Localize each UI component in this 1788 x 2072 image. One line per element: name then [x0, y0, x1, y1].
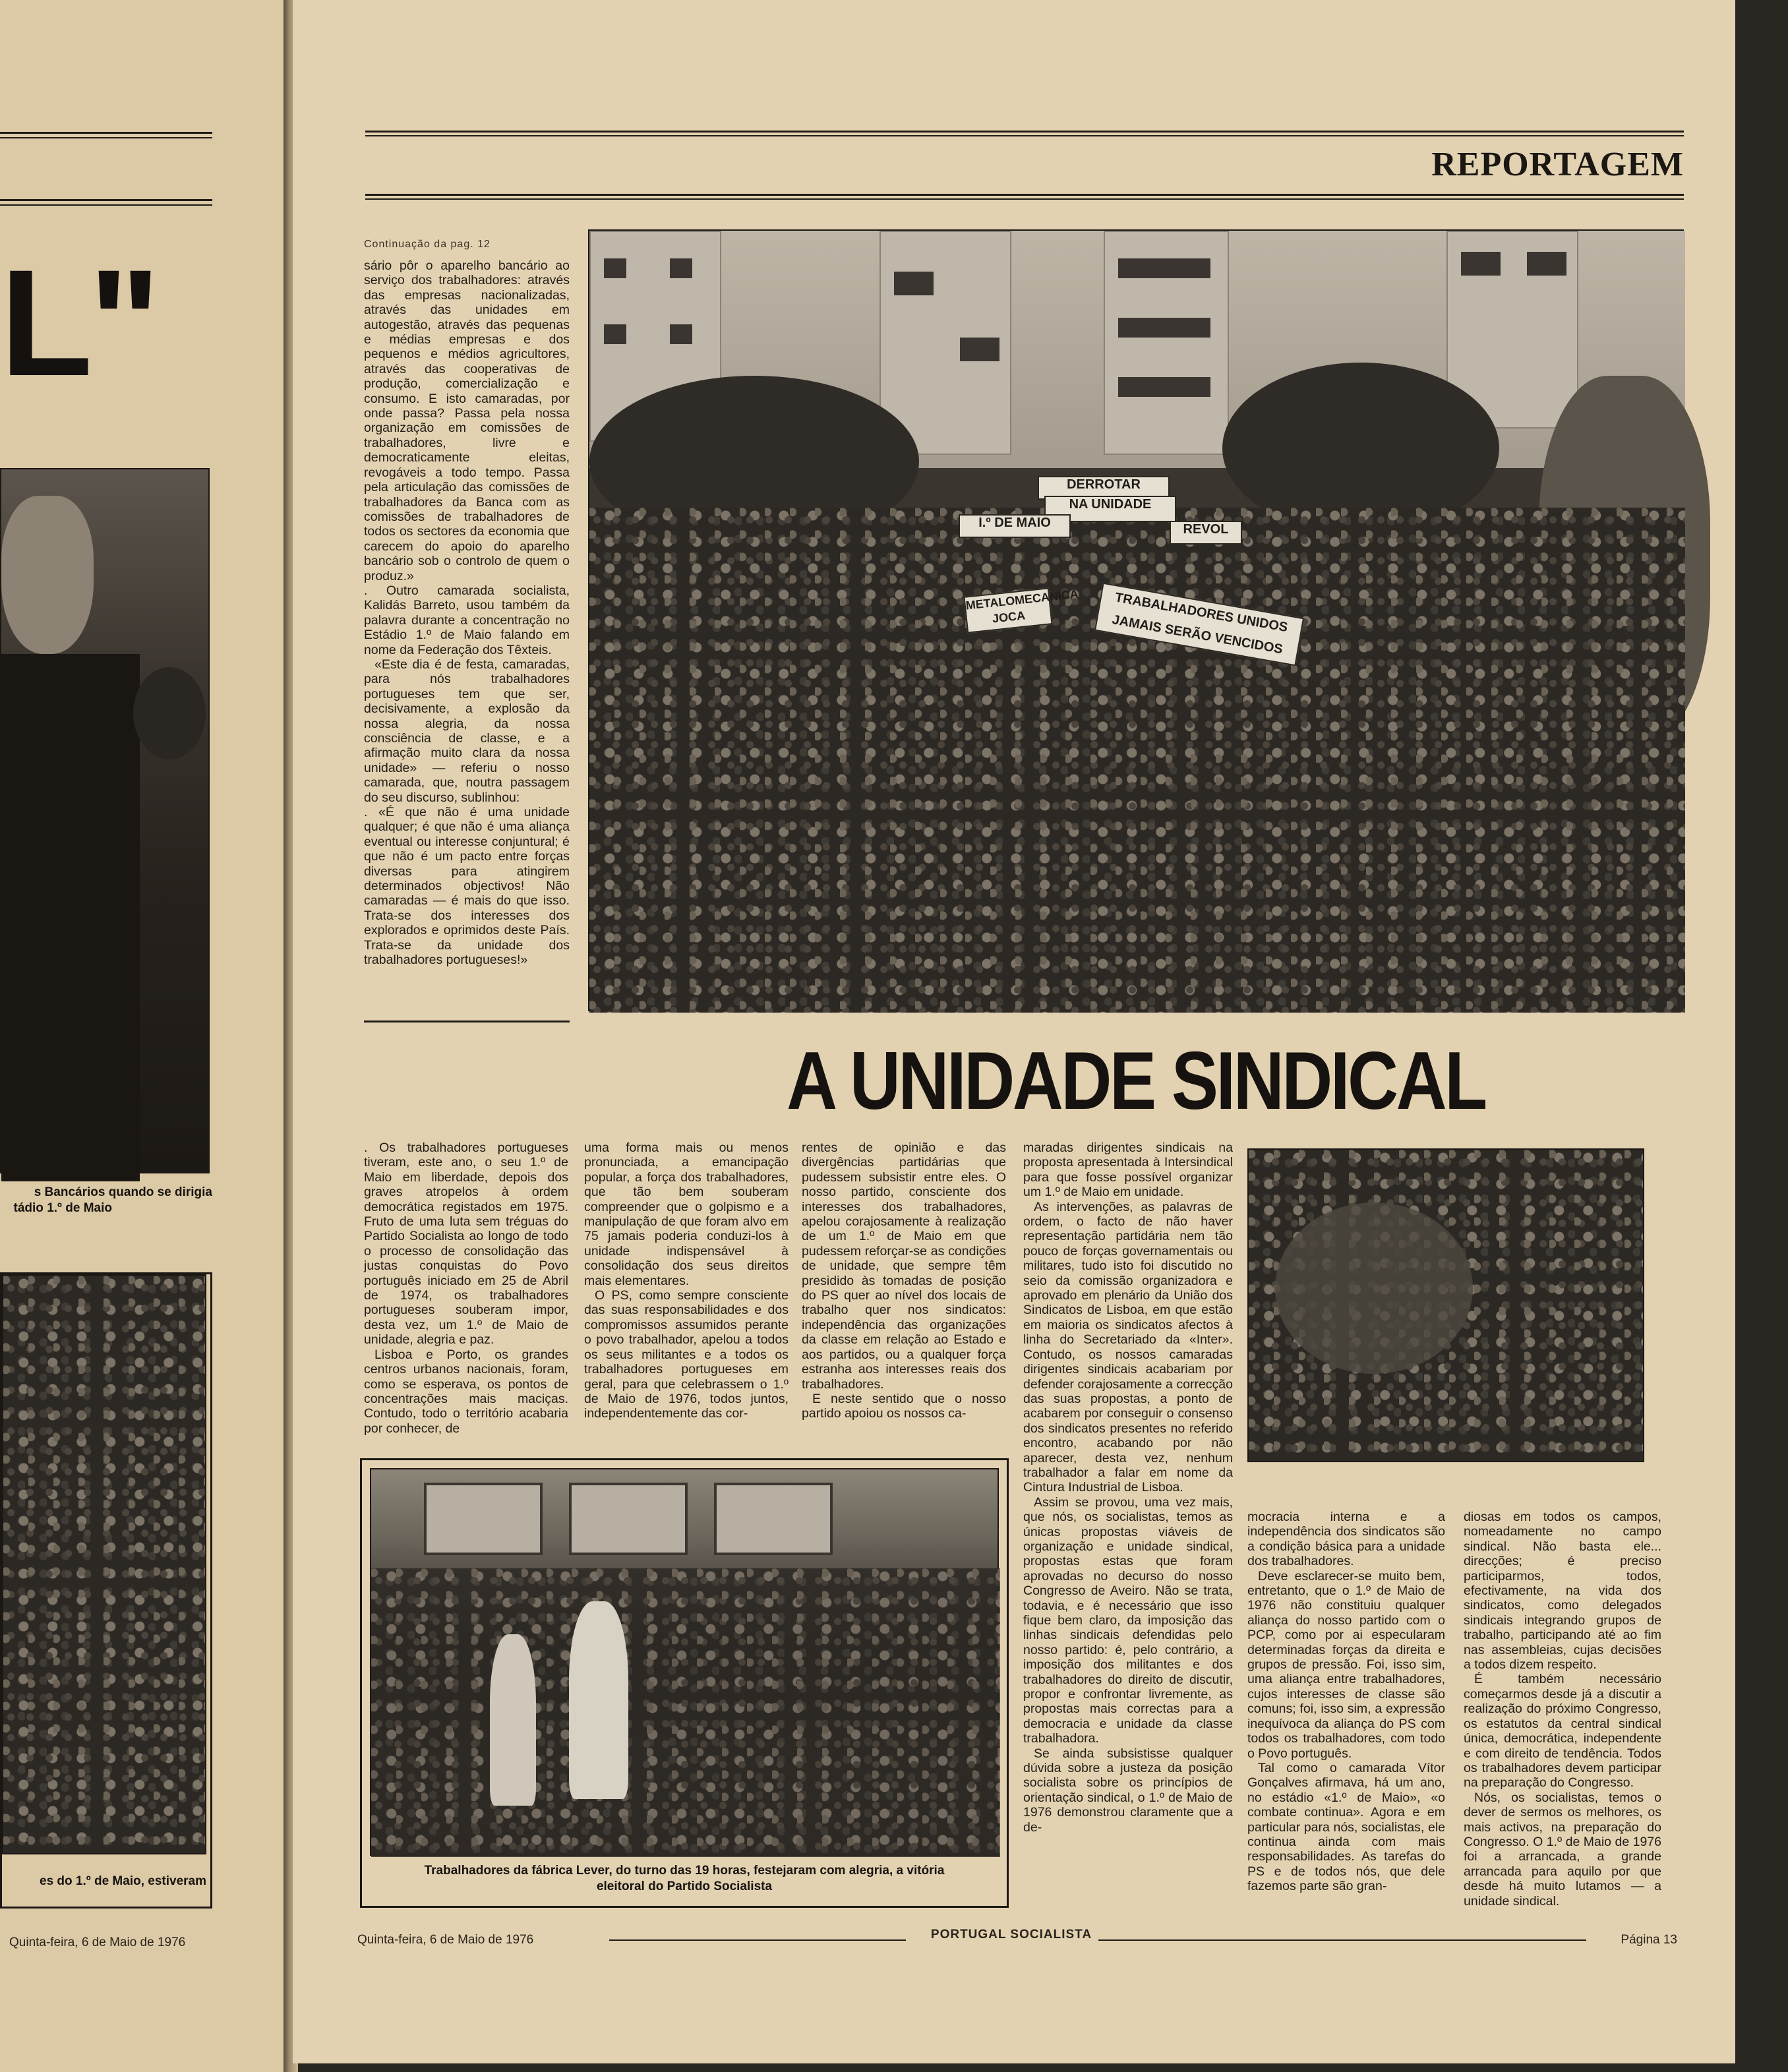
window [960, 338, 999, 361]
header-rule [365, 194, 1684, 196]
window [424, 1483, 543, 1555]
paragraph: Lisboa e Porto, os grandes centros urbanos nacionais, foram, como se esperava, os pontos de concentrações mais maciças. Contudo, todo o território acabaria por conhecer, de [364, 1347, 568, 1436]
building [1104, 231, 1229, 455]
left-bottom-caption: es do 1.º de Maio, estiveram [40, 1874, 206, 1888]
banner: METALOMECANICA JOCA [963, 587, 1052, 633]
window [894, 272, 934, 295]
paragraph: E neste sentido que o nosso partido apoiou os nossos ca- [802, 1391, 1006, 1421]
header-rule [365, 135, 1684, 136]
article-column-3 [802, 1140, 1006, 1421]
paragraph: O PS, como sempre consciente das suas responsabilidades e dos compromissos assumidos perante o povo trabalhador, apelou a todos os seus militantes e a todos os trabalhadores portugueses em geral, para que celebrassem o 1.º de Maio de 1976, todos juntos, independentemente das cor- [584, 1288, 789, 1421]
paragraph: É também necessário começarmos desde já a discutir a realização do próximo Congresso, os estatutos da central sindical única, democrática, independente e com direito de tendência. Todos os trabalhadores devem participar na preparação do Congresso. [1464, 1672, 1661, 1791]
left-page [0, 0, 290, 2072]
tree-shape [1275, 1202, 1473, 1374]
left-caption-line-1: s Bancários quando se dirigia [34, 1185, 212, 1199]
paragraph: Se ainda subsistisse qualquer dúvida sobre a justeza da posição socialista sobre os princípios de orientação sindical, o 1.º de Maio de 1976 demonstrou claramente que a de- [1023, 1746, 1233, 1835]
rule [0, 132, 212, 134]
paragraph: . «É que não é uma unidade qualquer; é que não é uma aliança eventual ou interesse conjuntural; é que não é um pacto entre forças diversas para atingirem determinados objectivos! Não camaradas — é mais do que isso. Trata-se dos interesses dos explorados e oprimidos deste País. Trata-se da unidade dos trabalhadores portugueses!» [364, 805, 570, 968]
article-column-5 [1247, 1510, 1445, 1894]
footer-rule [609, 1939, 906, 1941]
paragraph: . Os trabalhadores portugueses tiveram, este ano, o seu 1.º de Maio em liberdade, depois dos graves atropelos à ordem democrática registados em 1975. Fruto de uma luta sem tréguas do Partido Socialista ao longo de todo o processo de consolidação das justas conquistas do Povo português iniciado em 25 de Abril de 1974, os trabalhadores portugueses souberam impor, desta vez, um 1.º de Maio de unidade, alegria e paz. [364, 1140, 568, 1347]
article-column-1 [364, 1140, 568, 1436]
paragraph: diosas em todos os campos, nomeadamente no campo sindical. Não basta ele... direcções; é preciso participarmos, todos, efectivamente, na vida dos sindicatos, como delegados sindicais integrando grupos de trabalho, participando até ao fim nas assembleias, cujas decisões a todos dizem respeito. [1464, 1510, 1661, 1672]
window [1461, 252, 1501, 276]
window [604, 258, 626, 278]
footer-rule [1098, 1939, 1586, 1941]
banner: NA UNIDADE [1044, 496, 1176, 522]
left-photo-frame [0, 1272, 212, 1909]
banner: DERROTAR [1038, 476, 1170, 500]
article-column-2 [584, 1140, 789, 1421]
page-number: Página 13 [1621, 1933, 1677, 1947]
lever-workers-photo [370, 1468, 999, 1856]
main-rally-photo [588, 229, 1684, 1011]
rule [0, 137, 212, 138]
left-footer-date: Quinta-feira, 6 de Maio de 1976 [9, 1936, 186, 1949]
rule [0, 199, 212, 201]
banner: REVOL [1170, 521, 1242, 545]
window [1527, 252, 1566, 276]
paragraph: mocracia interna e a independência dos sindicatos são a condição básica para a unidade dos trabalhadores. [1247, 1510, 1445, 1569]
photo-caption-line-2: eleitoral do Partido Socialista [596, 1880, 773, 1893]
window [714, 1483, 833, 1555]
crowd-area [589, 508, 1685, 1013]
header-rule [365, 198, 1684, 200]
article-column-6 [1464, 1510, 1661, 1909]
speaker-photo [0, 468, 210, 1173]
window [1118, 258, 1210, 278]
banner: TRABALHADORES UNIDOS JAMAIS SERÃO VENCIDOS [1094, 583, 1304, 666]
workers-group [371, 1568, 1000, 1857]
white-coat-figure [490, 1634, 536, 1806]
paragraph: uma forma mais ou menos pronunciada, a emancipação popular, a força dos trabalhadores, que tão bem souberam compreender que o golpismo e a manipulação de que foram alvo em 75 jamais poderia conduzi-los à unidade indispensável à consolidação dos seus direitos mais elementares. [584, 1140, 789, 1288]
window [1118, 377, 1210, 397]
paragraph: rentes de opinião e das divergências partidárias que pudessem subsistir entre eles. O nosso partido, consciente dos interesses dos trabalhadores, apelou corajosamente à realização de um 1.º de Maio em que pudessem reforçar-se as condições de unidade, que sempre têm presidido às tomadas de posição do PS quer ao nível dos locais de trabalho quer nos sindicatos: independência das organizações da classe em relação ao Estado e aos partidos, ou a qualquer força estranha aos interesses reais dos trabalhadores. [802, 1140, 1006, 1392]
left-crowd-photo [2, 1274, 206, 1854]
paragraph: «Este dia é de festa, camaradas, para nós trabalhadores portugueses tem que ser, decisivamente, a explosão da nossa alegria, da nossa consciência de classe, e a afirmação muito clara da nossa unidade» — referiu o nosso camarada, que, noutra passagem do seu discurso, sublinhou: [364, 657, 570, 805]
white-coat-figure [569, 1601, 628, 1799]
column-end-rule [364, 1021, 570, 1022]
paragraph: sário pôr o aparelho bancário ao serviço dos trabalhadores: através das empresas nacionalizadas, através das unidades em autogestão, através das pequenas e médias empresas e dos pequenos e médios agricultores, através das cooperativas de produção, comercialização e consumo. E isto camaradas, por onde passa? Passa pela nossa organização em comissões de trabalhadores, livre e democraticamente eleitas, revogáveis a todo tempo. Passa pela articulação das comissões de trabalhadores da Banca com as comissões de trabalhadores de todos os sectores da economia que carecem do apoio do aparelho bancário sob o controlo de quem o produz.» [364, 258, 570, 583]
paragraph: Deve esclarecer-se muito bem, entretanto, que o 1.º de Maio de 1976 não constituiu qualquer aliança do nosso partido com o PCP, como por ai especularam determinadas forças da direita e grupos de pressão. Foi, isso sim, uma aliança entre trabalhadores, cujos interesses de classe são comuns; foi, isso sim, a expressão inequívoca da aliança do PS com todos os trabalhadores, com todo o Povo português. [1247, 1568, 1445, 1761]
paragraph: Assim se provou, uma vez mais, que nós, os socialistas, temos as únicas propostas viáveis de organização e unidade sindical, propostas estas que foram aprovadas no decurso do nosso Congresso de Aveiro. Não se trata, todavia, e é necessário que isso fique bem claro, da imposição das linhas sindicais defendidas pelo nosso partido: é, pelo contrário, a imposição dos militantes e dos trabalhadores do direito de discutir, propor e confrontar livremente, as propostas mais correctas para a democracia e unidade da classe trabalhadora. [1023, 1495, 1233, 1746]
rally-photo-right [1247, 1148, 1644, 1462]
rule [0, 204, 212, 206]
window [604, 324, 626, 344]
top-column [364, 258, 570, 968]
window [670, 258, 692, 278]
right-page [293, 0, 1735, 2063]
headline-fragment: L" [0, 238, 157, 407]
window [670, 324, 692, 344]
left-caption-line-2: tádio 1.º de Maio [13, 1201, 112, 1215]
header-rule [365, 131, 1684, 133]
window [569, 1483, 688, 1555]
paragraph: Tal como o camarada Vítor Gonçalves afirmava, há um ano, no estádio «1.º de Maio», «o combate continua». Agora e em particular para nós, socialistas, ele continua ainda com mais responsabilidades. As tarefas do PS e de todos nós, que dele fazemos parte são gran- [1247, 1760, 1445, 1894]
footer-paper-name: PORTUGAL SOCIALISTA [930, 1928, 1092, 1941]
window [1118, 318, 1210, 338]
mic-shape [133, 667, 206, 759]
lever-photo-frame [360, 1458, 1009, 1908]
body-shape [1, 654, 140, 1181]
photo-caption-line-1: Trabalhadores da fábrica Lever, do turno das 19 horas, festejaram com alegria, a vitória [424, 1864, 945, 1878]
paragraph: . Outro camarada socialista, Kalidás Barreto, usou também da palavra durante a concentração no Estádio 1.º de Maio falando em nome da Federação dos Têxteis. [364, 583, 570, 657]
headline: A UNIDADE SINDICAL [787, 1036, 1485, 1127]
banner: I.º DE MAIO [959, 514, 1071, 538]
continuation-note: Continuação da pag. 12 [364, 239, 491, 250]
footer-date: Quinta-feira, 6 de Maio de 1976 [357, 1933, 534, 1947]
face-shape [1, 496, 94, 654]
paragraph: As intervenções, as palavras de ordem, o facto de não haver representação partidária nem tão pouco de forças governamentais ou militares, tudo isto foi discutido no seio da comissão organizadora e aprovado em plenário da União dos Sindicatos de Lisboa, em que estão em maioria os sindicatos afectos à linha do Secretariado da «Inter». Contudo, os nossos camaradas dirigentes sindicais acabariam por defender corajosamente a correcção das suas propostas, a ponto de acabarem por conseguir o consenso dos sindicatos presentes no referido encontro, acabando por não aparecer, desta vez, nenhum trabalhador a falar em nome da Cintura Industrial de Lisboa. [1023, 1199, 1233, 1495]
article-column-4 [1023, 1140, 1233, 1835]
paragraph: Nós, os socialistas, temos o dever de sermos os melhores, os mais activos, na preparação do Congresso. O 1.º de Maio de 1976 foi a arrancada, a grande arrancada para aquilo por que desde há muito lutamos — a unidade sindical. [1464, 1790, 1661, 1909]
paragraph: maradas dirigentes sindicais na proposta apresentada à Intersindical para que fosse possível organizar um 1.º de Maio em unidade. [1023, 1140, 1233, 1200]
section-title: REPORTAGEM [1431, 146, 1684, 183]
